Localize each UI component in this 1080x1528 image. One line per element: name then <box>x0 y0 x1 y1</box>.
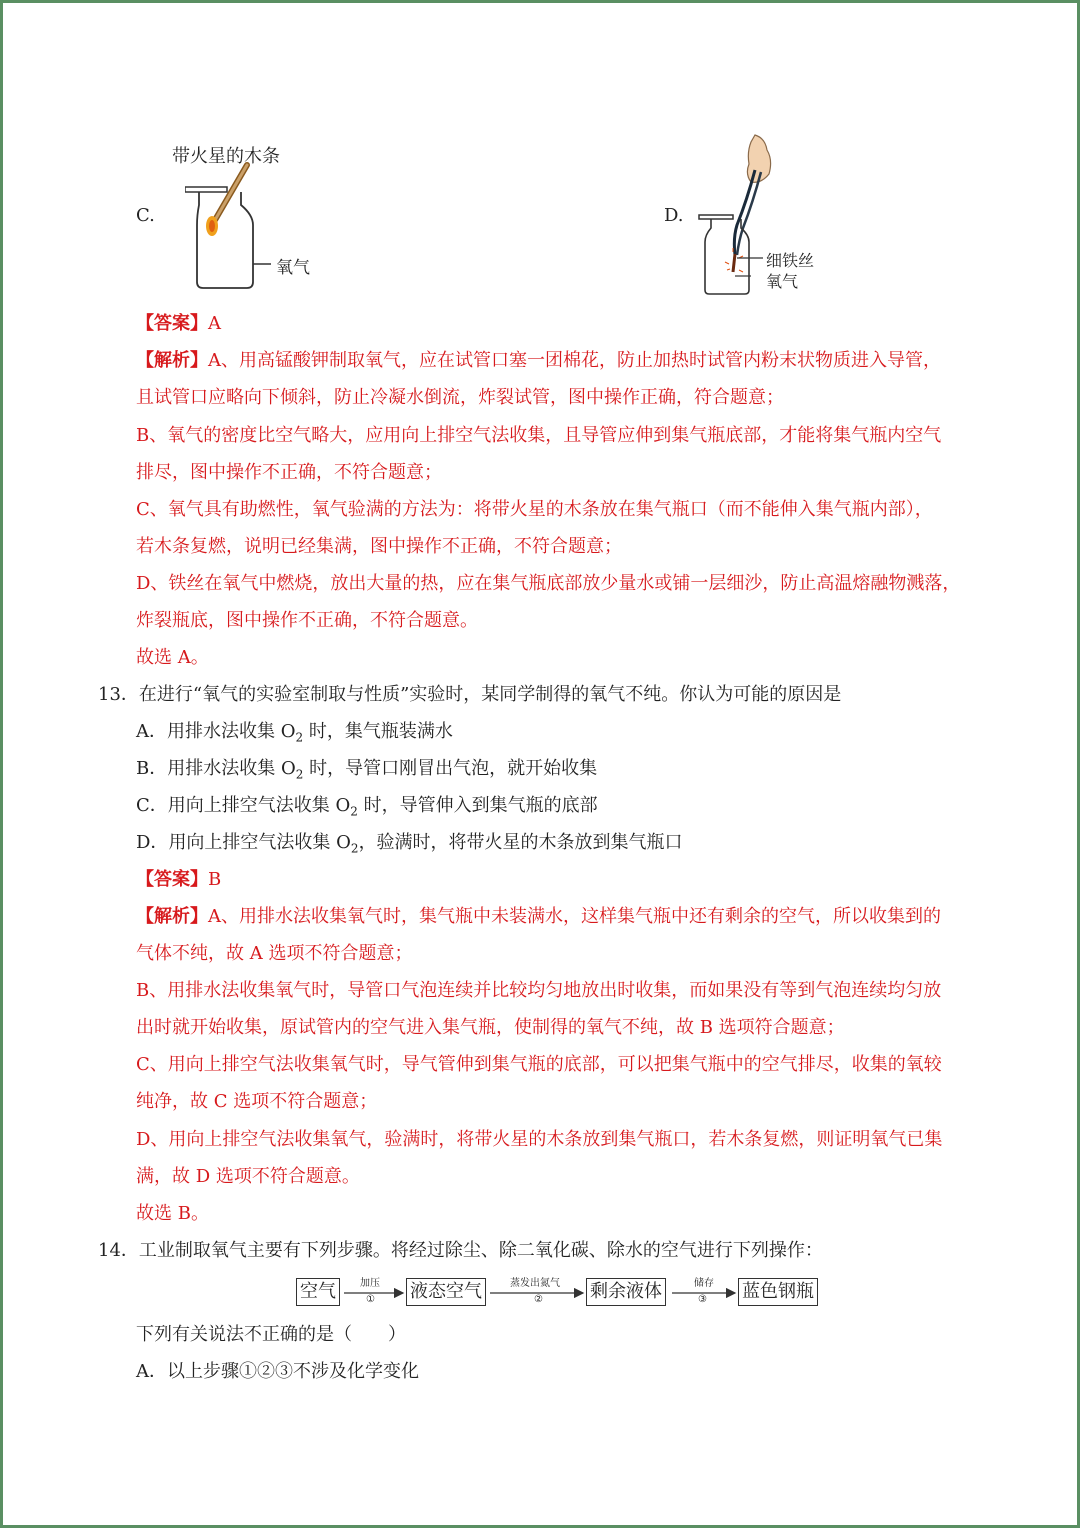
subscript: 2 <box>350 804 358 819</box>
q13-option-b <box>136 757 597 787</box>
q12-analysis-line-8: 炸裂瓶底，图中操作不正确，不符合题意。 <box>136 610 478 631</box>
figure-d-letter: D. <box>664 205 684 226</box>
q12-analysis-line-7: D、铁丝在氧气中燃烧，放出大量的热，应在集气瓶底部放少量水或铺一层细沙，防止高温熔融物溅落， <box>136 573 961 594</box>
option-text: 用排水法收集 O <box>167 758 296 779</box>
q12-analysis-line-6: 若木条复燃，说明已经集满，图中操作不正确，不符合题意； <box>136 536 622 557</box>
q13-analysis-line-8: 满，故 D 选项不符合题意。 <box>136 1166 360 1187</box>
q13-answer <box>136 868 221 892</box>
flow-step-2-label: 蒸发出氮气 <box>510 1278 560 1289</box>
option-letter: A． <box>136 721 167 742</box>
figure-d-jar-illustration <box>695 130 775 300</box>
question-number: 13． <box>98 684 139 705</box>
q12-answer <box>136 312 221 336</box>
subscript: 2 <box>295 767 304 782</box>
figure-d-label-wire: 细铁丝 <box>766 251 815 270</box>
figure-c-jar-illustration <box>185 160 275 295</box>
answer-tag: 【答案】 <box>136 313 208 334</box>
q12-analysis-line-3: B、氧气的密度比空气略大，应用向上排空气法收集，且导管应伸到集气瓶底部，才能将集气瓶内空气 <box>136 425 942 446</box>
q12-analysis-line-2: 且试管口应略向下倾斜，防止冷凝水倒流，炸裂试管，图中操作正确，符合题意； <box>136 387 784 408</box>
q13-option-c <box>136 794 598 824</box>
q14-option-a: A．以上步骤①②③不涉及化学变化 <box>136 1361 419 1382</box>
q12-conclusion: 故选 A。 <box>136 647 209 668</box>
option-text: 用排水法收集 O <box>167 721 296 742</box>
figure-c-label-oxygen: 氧气 <box>276 258 310 278</box>
flow-box-liquid-air: 液态空气 <box>406 1278 486 1306</box>
flow-step-3-label: 储存 <box>694 1278 714 1289</box>
q13-analysis-line-2: 气体不纯，故 A 选项不符合题意； <box>136 943 413 964</box>
flow-box-air: 空气 <box>296 1278 340 1306</box>
option-letter: D． <box>136 832 169 853</box>
flow-step-1-label: 加压 <box>360 1278 380 1289</box>
q13-analysis-line-3: B、用排水法收集氧气时，导管口气泡连续并比较均匀地放出时收集，而如果没有等到气泡连续均匀放 <box>136 980 942 1001</box>
option-text: 时，导管口刚冒出气泡，就开始收集 <box>303 758 598 779</box>
flow-box-residual-liquid: 剩余液体 <box>586 1278 666 1306</box>
flow-step-1-number: ① <box>366 1294 375 1305</box>
option-text: 时，集气瓶装满水 <box>303 721 453 742</box>
q12-analysis-line-4: 排尽，图中操作不正确，不符合题意； <box>136 462 442 483</box>
q13-analysis-line-7: D、用向上排空气法收集氧气，验满时，将带火星的木条放到集气瓶口，若木条复燃，则证明氧气已集 <box>136 1129 943 1150</box>
option-text: 时，导管伸入到集气瓶的底部 <box>357 795 598 816</box>
flow-arrows <box>296 1278 826 1308</box>
analysis-text: A、用排水法收集氧气时，集气瓶中未装满水，这样集气瓶中还有剩余的空气，所以收集到的 <box>208 906 941 927</box>
q13-analysis-line-6: 纯净，故 C 选项不符合题意； <box>136 1091 378 1112</box>
answer-value: A <box>208 313 221 334</box>
figure-d-label-oxygen: 氧气 <box>766 272 799 291</box>
flow-step-3-number: ③ <box>698 1294 707 1305</box>
q13-analysis-line-5: C、用向上排空气法收集氧气时，导气管伸到集气瓶的底部，可以把集气瓶中的空气排尽，收集的氧较 <box>136 1054 942 1075</box>
question-text: 工业制取氧气主要有下列步骤。将经过除尘、除二氧化碳、除水的空气进行下列操作： <box>138 1240 823 1261</box>
question-number: 14． <box>98 1240 139 1261</box>
figure-c-letter: C. <box>136 205 155 226</box>
q13-option-d <box>136 831 683 861</box>
q13-conclusion: 故选 B。 <box>136 1203 209 1224</box>
flow-box-blue-cylinder: 蓝色钢瓶 <box>738 1278 818 1306</box>
q12-analysis-line-1 <box>136 349 941 373</box>
answer-tag: 【答案】 <box>136 869 208 890</box>
q13-analysis-line-1 <box>136 905 941 929</box>
option-letter: B． <box>136 758 168 779</box>
option-text: ，验满时，将带火星的木条放到集气瓶口 <box>358 832 683 853</box>
figure-c-label-splint: 带火星的木条 <box>172 146 280 167</box>
analysis-text: A、用高锰酸钾制取氧气，应在试管口塞一团棉花，防止加热时试管内粉末状物质进入导管， <box>208 350 941 371</box>
option-text: 用向上排空气法收集 O <box>168 832 351 853</box>
analysis-tag: 【解析】 <box>136 350 208 371</box>
option-text: 用向上排空气法收集 O <box>167 795 351 816</box>
q14-stem <box>98 1239 823 1263</box>
q13-analysis-line-4: 出时就开始收集，原试管内的空气进入集气瓶，使制得的氧气不纯，故 B 选项符合题意； <box>136 1017 845 1038</box>
q14-prompt: 下列有关说法不正确的是（ ） <box>136 1324 406 1345</box>
q13-option-a <box>136 720 453 750</box>
analysis-tag: 【解析】 <box>136 906 208 927</box>
flow-step-2-number: ② <box>534 1294 543 1305</box>
question-text: 在进行“氧气的实验室制取与性质”实验时，某同学制得的氧气不纯。你认为可能的原因是 <box>138 684 842 705</box>
subscript: 2 <box>350 841 359 856</box>
q12-analysis-line-5: C、氧气具有助燃性，氧气验满的方法为：将带火星的木条放在集气瓶口（而不能伸入集气瓶内部）， <box>136 499 933 520</box>
q13-stem <box>98 683 841 707</box>
answer-value: B <box>208 869 222 890</box>
option-letter: C． <box>136 795 168 816</box>
subscript: 2 <box>295 730 304 745</box>
